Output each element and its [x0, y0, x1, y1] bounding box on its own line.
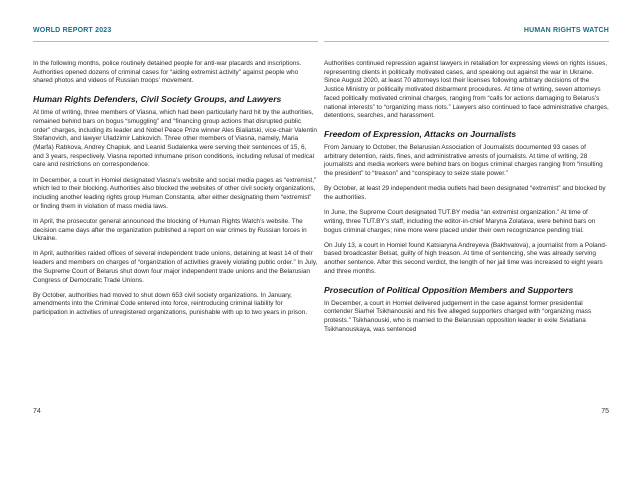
body-paragraph: At time of writing, three members of Viasna, which had been particularly hard hit by the authorities, remained behind bars on bogus “smuggling” and “financing group actions that disrupted public order” charges, including its leader and Nobel Peace Prize winner Ales Bialiatski, vice-chair Valentin Stefanovich, and lawyer Uladzimir Labkovich. Three other members of Viasna, namely, Maria (Marfa) Rabkova, Andrey Chapiuk, and Leanid Sudalenka were serving their sentences of 15, 6, and 3 years, respectively. Viasna reported inhumane prison conditions, including refusal of medical care and restrictions on correspondence.: [33, 109, 317, 169]
header-rule-left: [33, 41, 318, 42]
section-heading: Human Rights Defenders, Civil Society Groups, and Lawyers: [33, 94, 282, 105]
body-paragraph: In June, the Supreme Court designated TUT.BY media “an extremist organization.” At time of writing, three TUT.BY’s staff, including the editor-in-chief Maryna Zolatava, were behind bars on bogus criminal charges; nine more were placed under their own recognizance pending trial.: [324, 209, 596, 234]
body-paragraph: In the following months, police routinely detained people for anti-war placards and inscriptions. Authorities opened dozens of criminal cases for “aiding extremist activity” against people who shared photos and videos of Russian troops’ movement.: [33, 60, 302, 85]
body-paragraph: By October, authorities had moved to shut down 653 civil society organizations. In January, amendments into the Criminal Code entered into force, reintroducing criminal liability for participation in activities of unregistered organizations, punishable with up to two years in prison.: [33, 291, 308, 317]
body-paragraph: From January to October, the Belarusian Association of Journalists documented 93 cases of arbitrary detention, raids, fines, and administrative arrests of journalists. At time of writing, 28 journalists and media workers were behind bars on bogus criminal charges ranging from “insulting the president” to “treason” and “conspiracy to seize state power.”: [324, 143, 603, 178]
body-paragraph: In April, the prosecutor general announced the blocking of Human Rights Watch’s website. The decision came days after the organization published a report on war crimes by Russian forces in Ukraine.: [33, 217, 307, 243]
left-page: [33, 0, 318, 479]
section-heading: Freedom of Expression, Attacks on Journalists: [324, 128, 517, 139]
body-paragraph: On July 13, a court in Homiel found Katsiaryna Andreyeva (Bakhvalova), a journalist from a Poland-based broadcaster Belsat, guilty of high treason. At time of sentencing, she was already serving another sentence. After this second verdict, the length of her jail time was increased to eight years and three months.: [324, 241, 608, 275]
body-paragraph: In April, authorities raided offices of several independent trade unions, detaining at least 14 of their leaders and members on charges of “organization of activities gravely violating public order.” In July, the Supreme Court of Belarus shut down four major independent trade unions and the Belarusian Congress of Democratic Trade Unions.: [33, 250, 318, 284]
section-heading: Prosecution of Political Opposition Members and Supporters: [324, 284, 574, 295]
body-paragraph: In December, a court in Homiel designated Viasna’s website and social media pages as “extremist,” which led to their blocking. Authorities also blocked the websites of other civil society organizations, including another leading rights group Human Constanta, after either designating them “extremist” or finding them in violation of mass media laws.: [33, 176, 317, 210]
header-rule-right: [324, 41, 609, 42]
body-paragraph: In December, a court in Homiel delivered judgement in the case against former presidential contender Siarhei Tsikhanouski and his five alleged supporters charged with “organizing mass protests.” Tsikhanouski, who is married to the Belarusian opposition leader in exile Sviatlana Tsikhanouskaya, was sentenced: [324, 299, 592, 333]
right-page-body: [324, 60, 609, 341]
running-head-right: HUMAN RIGHTS WATCH: [523, 27, 609, 34]
left-page-body: [33, 60, 318, 324]
running-head-left: WORLD REPORT 2023: [33, 27, 112, 34]
right-page: [324, 0, 609, 479]
page-number-left: 74: [33, 408, 41, 415]
body-paragraph: By October, at least 29 independent media outlets had been designated “extremist” and blocked by the authorities.: [324, 185, 606, 201]
page-number-right: 75: [601, 408, 609, 415]
body-paragraph: Authorities continued repression against lawyers in retaliation for expressing views on rights issues, representing clients in politically motivated cases, and speaking out against the war in Ukraine. Since August 2020, at least 70 attorneys lost their licenses following arbitrary decisions of the Justice Ministry or politically motivated disbarment procedures. At time of writing, seven attorneys faced politically motivated criminal charges, ranging from “calls for actions damaging to Belarus’s national interests” to “organizing mass riots.” Lawyers also continued to face administrative charges, detentions, searches, and harassment.: [324, 60, 609, 120]
